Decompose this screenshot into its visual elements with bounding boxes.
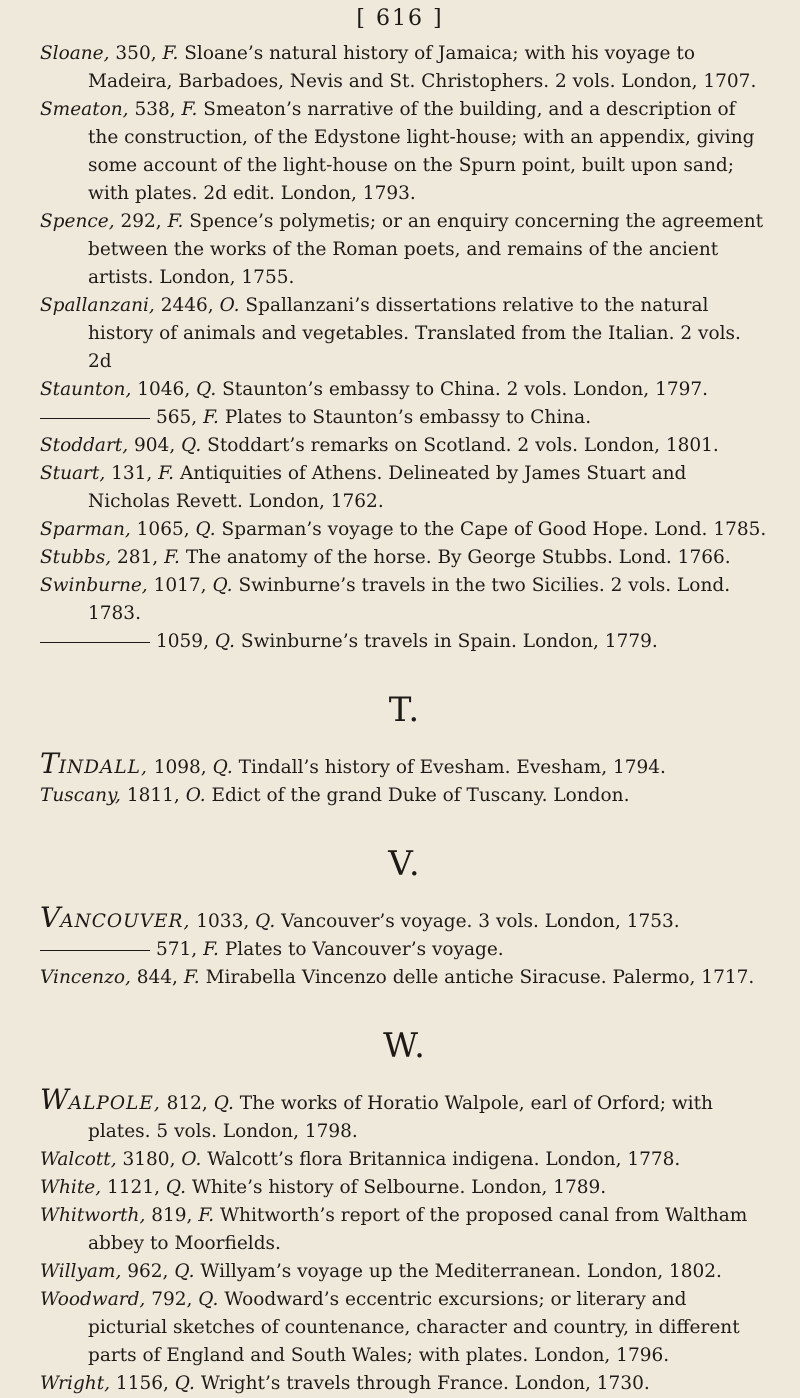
entry-number: 350, [115, 43, 157, 64]
entry-title: Smeaton’s narrative of the building, and a description of the construction, of the Edystone light-house; with an appendix, giving some account of the light-house on the Spurn point, built upon sand; with plates. 2d edit. London, 1793. [88, 99, 755, 204]
ditto-rule [40, 418, 150, 419]
entry-number: 844, [136, 967, 178, 988]
entry-format: Q. [181, 435, 202, 456]
entry-author: Stubbs, [40, 547, 112, 568]
entry-format: Q. [198, 1289, 219, 1310]
section-letter: V. [388, 844, 422, 884]
entry-number: 1156, [115, 1373, 169, 1394]
catalogue-entry [40, 404, 770, 432]
entry-title: Walcott’s flora Britannica indigena. London, 1778. [207, 1149, 681, 1170]
entry-title: Mirabella Vincenzo delle antiche Siracuse. Palermo, 1717. [205, 967, 755, 988]
entry-title: Woodward’s eccentric excursions; or literary and picturial sketches of countenance, character and country, in different parts of England and South Wales; with plates. London, 1796. [88, 1289, 740, 1366]
entry-number: 538, [134, 99, 176, 120]
entry-number: 281, [116, 547, 159, 568]
entry-title: Spallanzani’s dissertations relative to the natural history of animals and vegetables. Translated from the Italian. 2 vols. 2d [88, 295, 741, 372]
entry-author: Smeaton, [40, 99, 129, 120]
entry-author: Stuart, [40, 463, 106, 484]
entry-number: 904, [134, 435, 176, 456]
catalogue-entry [40, 544, 770, 572]
entry-author: Swinburne, [40, 575, 148, 596]
entry-number: 819, [151, 1205, 193, 1226]
section-letter: T. [388, 690, 422, 730]
entry-number: 1059, [156, 631, 209, 652]
entry-number: 1017, [153, 575, 207, 596]
entry-author: VANCOUVER, [40, 901, 191, 934]
catalogue-entry [40, 964, 770, 992]
entry-number: 812, [166, 1093, 208, 1114]
ditto-rule [40, 950, 150, 951]
catalogue-entries [40, 40, 770, 1398]
entry-title: Swinburne’s travels in the two Sicilies. 2 vols. Lond. 1783. [88, 575, 731, 624]
entry-number: 565, [156, 407, 198, 428]
catalogue-entry [40, 1174, 770, 1202]
entry-author: Vincenzo, [40, 967, 131, 988]
entry-title: Sparman’s voyage to the Cape of Good Hope. Lond. 1785. [221, 519, 767, 540]
catalogue-entry [40, 460, 770, 516]
ditto-rule [40, 642, 150, 643]
entry-format: F. [198, 1205, 215, 1226]
entry-author: Sparman, [40, 519, 131, 540]
entry-title: The works of Horatio Walpole, earl of Orford; with plates. 5 vols. London, 1798. [88, 1093, 713, 1142]
entry-format: O. [185, 785, 206, 806]
entry-format: O. [219, 295, 240, 316]
catalogue-entry [40, 1258, 770, 1286]
entry-number: 3180, [122, 1149, 176, 1170]
catalogue-entry [40, 782, 770, 810]
entry-author: Spallanzani, [40, 295, 155, 316]
entry-number: 1811, [126, 785, 180, 806]
entry-author: White, [40, 1177, 102, 1198]
entry-number: 131, [111, 463, 153, 484]
catalogue-entry [40, 1146, 770, 1174]
entry-format: Q. [174, 1261, 195, 1282]
entry-author: Spence, [40, 211, 115, 232]
entry-number: 1046, [137, 379, 191, 400]
entry-format: F. [164, 547, 180, 568]
entry-number: 792, [151, 1289, 193, 1310]
page-number: [ 616 ] [356, 6, 444, 31]
entry-title: Tindall’s history of Evesham. Evesham, 1794. [238, 757, 666, 778]
entry-title: The anatomy of the horse. By George Stubbs. Lond. 1766. [185, 547, 731, 568]
catalogue-entry [40, 40, 770, 96]
entry-author: Staunton, [40, 379, 132, 400]
entry-format: F. [181, 99, 198, 120]
entry-format: Q. [214, 631, 235, 652]
entry-title: Swinburne’s travels in Spain. London, 1779. [240, 631, 658, 652]
entry-author: Walcott, [40, 1149, 117, 1170]
entry-title: Antiquities of Athens. Delineated by James Stuart and Nicholas Revett. London, 1762. [88, 463, 687, 512]
catalogue-entry [40, 628, 770, 656]
entry-format: Q. [255, 911, 276, 932]
catalogue-entry [40, 432, 770, 460]
entry-title: Edict of the grand Duke of Tuscany. London. [211, 785, 630, 806]
entry-title: Plates to Vancouver’s voyage. [224, 939, 504, 960]
entry-author: Willyam, [40, 1261, 122, 1282]
entry-format: F. [162, 43, 179, 64]
entry-number: 1098, [153, 757, 207, 778]
entry-author: Woodward, [40, 1289, 146, 1310]
entry-format: Q. [212, 575, 233, 596]
entry-format: F. [183, 967, 200, 988]
catalogue-entry [40, 936, 770, 964]
catalogue-entry [40, 1202, 770, 1258]
catalogue-entry [40, 96, 770, 208]
entry-number: 2446, [160, 295, 214, 316]
entry-author: Tuscany, [40, 785, 121, 806]
entry-title: Willyam’s voyage up the Mediterranean. London, 1802. [200, 1261, 722, 1282]
entry-author: Wright, [40, 1373, 111, 1394]
entry-author: Whitworth, [40, 1205, 146, 1226]
catalogue-entry [40, 1286, 770, 1370]
entry-title: Sloane’s natural history of Jamaica; with his voyage to Madeira, Barbadoes, Nevis and St. Christophers. 2 vols. London, 1707. [88, 43, 757, 92]
catalogue-entry [40, 376, 770, 404]
entry-author: WALPOLE, [40, 1083, 161, 1116]
entry-author: TINDALL, [40, 747, 148, 780]
entry-number: 1033, [196, 911, 250, 932]
entry-format: Q. [212, 757, 233, 778]
catalogue-entry [40, 292, 770, 376]
entry-title: Plates to Staunton’s embassy to China. [224, 407, 592, 428]
catalogue-entry [40, 208, 770, 292]
entry-title: Wright’s travels through France. London, 1730. [200, 1373, 650, 1394]
entry-format: O. [181, 1149, 202, 1170]
entry-format: Q. [165, 1177, 187, 1198]
entry-number: 292, [120, 211, 162, 232]
entry-author: Sloane, [40, 43, 110, 64]
entry-number: 1121, [107, 1177, 160, 1198]
entry-number: 1065, [136, 519, 190, 540]
entry-title: Stoddart’s remarks on Scotland. 2 vols. London, 1801. [207, 435, 719, 456]
catalogue-entry [40, 1083, 770, 1146]
section-letter: W. [383, 1026, 427, 1066]
entry-title: Whitworth’s report of the proposed canal from Waltham abbey to Moorfields. [88, 1205, 748, 1254]
catalogue-entry [40, 901, 770, 936]
entry-format: F. [158, 463, 175, 484]
entry-title: Vancouver’s voyage. 3 vols. London, 1753. [281, 911, 680, 932]
entry-format: F. [203, 939, 219, 960]
entry-format: Q. [196, 379, 217, 400]
catalogue-entry [40, 516, 770, 544]
entry-title: Spence’s polymetis; or an enquiry concerning the agreement between the works of the Roman poets, and remains of the ancient artists. London, 1755. [88, 211, 764, 288]
entry-title: White’s history of Selbourne. London, 1789. [191, 1177, 607, 1198]
entry-format: Q. [195, 519, 216, 540]
entry-format: Q. [174, 1373, 195, 1394]
catalogue-entry [40, 747, 770, 782]
entry-title: Staunton’s embassy to China. 2 vols. London, 1797. [222, 379, 709, 400]
entry-format: F. [167, 211, 184, 232]
entry-number: 571, [156, 939, 198, 960]
entry-number: 962, [127, 1261, 169, 1282]
entry-format: Q. [213, 1093, 234, 1114]
catalogue-entry [40, 1370, 770, 1398]
catalogue-entry [40, 572, 770, 628]
entry-author: Stoddart, [40, 435, 129, 456]
entry-format: F. [203, 407, 219, 428]
